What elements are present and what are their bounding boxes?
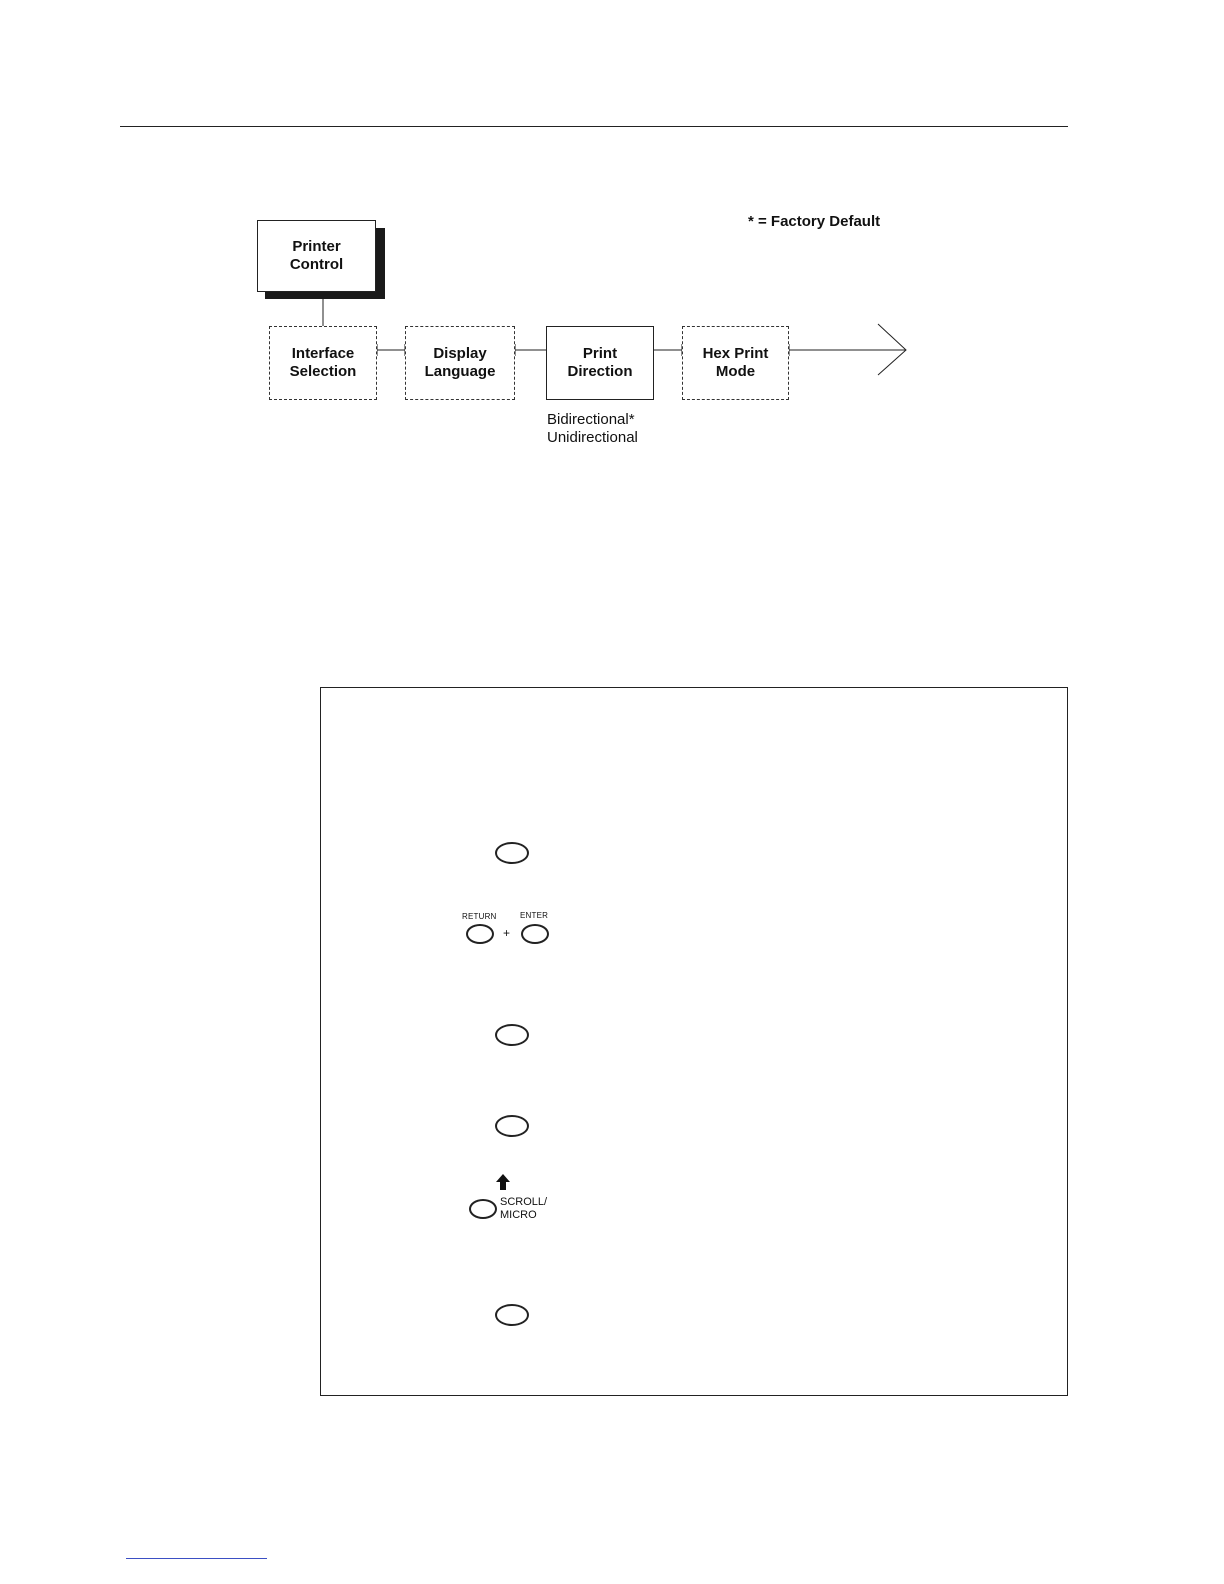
menu-item-interface-selection [269,326,377,400]
plus-sign: + [503,926,511,940]
return-key-label: RETURN [462,912,497,921]
root-line1: Printer [292,238,341,255]
scroll-micro-label-2: MICRO [500,1209,537,1221]
enter-key-label: ENTER [520,911,549,920]
menu-item-print-direction [546,326,654,400]
panel-key-6 [495,1304,529,1326]
menu-item-hex-print-mode [682,326,789,400]
panel-key-1 [495,842,529,864]
footer-link-underline [126,1558,267,1559]
menu-root-printer-control [257,220,376,292]
procedure-panel [320,687,1068,1396]
item-label-line2: Direction [567,363,633,380]
return-key [466,924,494,944]
factory-default-legend: * = Factory Default [748,213,881,230]
panel-key-4 [495,1115,529,1137]
item-label-line2: Selection [289,363,357,380]
root-line2: Control [289,256,344,273]
scroll-micro-key [469,1199,497,1219]
item-label-line1: Print [582,345,618,362]
item-label-line1: Interface [291,345,355,362]
panel-key-3 [495,1024,529,1046]
arrow-up-icon [496,1174,510,1190]
item-label-line2: Language [424,363,496,380]
enter-key [521,924,549,944]
item-label-line2: Mode [715,363,756,380]
item-label-line1: Hex Print [702,345,769,362]
option-bidirectional: Bidirectional* [547,411,635,428]
option-unidirectional: Unidirectional [547,429,638,446]
scroll-micro-label-1: SCROLL/ [500,1196,548,1208]
item-label-line1: Display [433,345,487,362]
menu-item-display-language [405,326,515,400]
